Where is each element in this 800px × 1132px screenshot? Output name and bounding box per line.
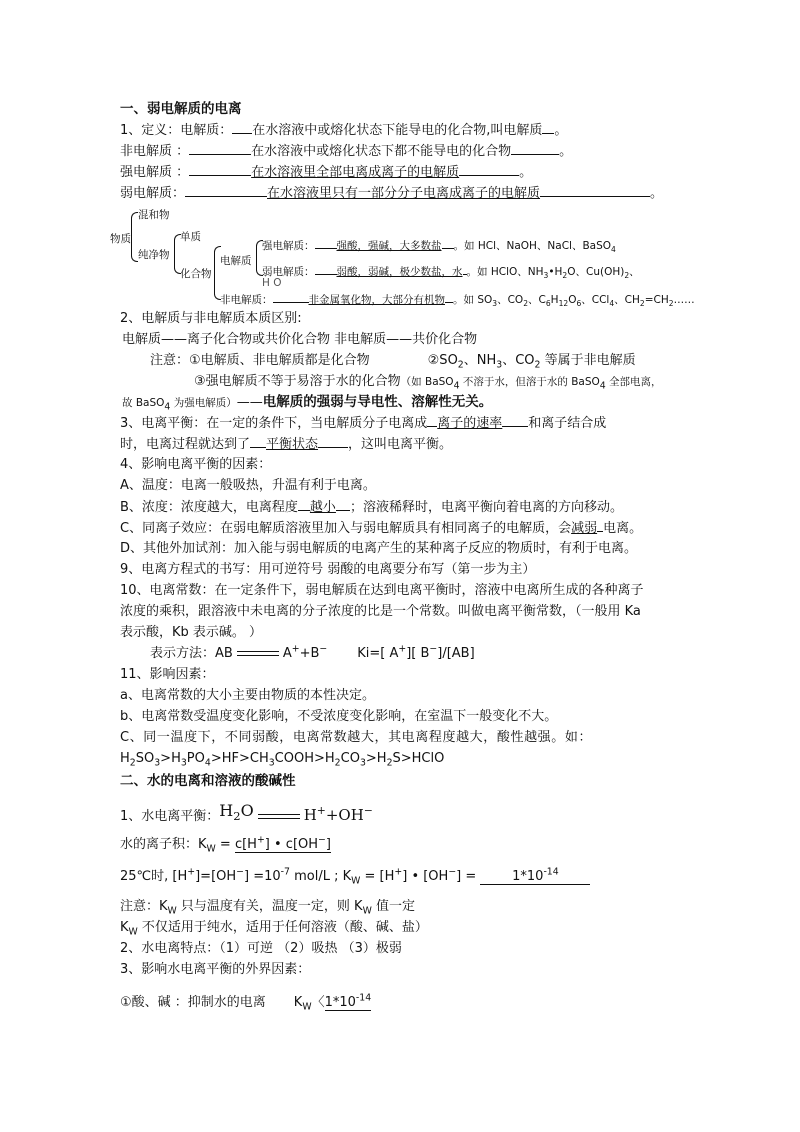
p4-b: B、浓度：浓度越大，电离程度 越小 ；溶液稀释时，电离平衡向着电离的方向移动。: [120, 500, 623, 515]
p4-heading: 4、影响电离平衡的因素：: [120, 457, 272, 472]
note-4: 故 BaSO$_4$ 为强电解质）——电解质的强弱与导电性、溶解性无关。: [122, 394, 493, 413]
tree-element: 单质: [180, 231, 201, 243]
tree-mixture: 混和物: [138, 209, 170, 221]
acid-base-effect: ①酸、碱 ：抑制水的电离 $K_W$〈$1*10^{-14}$: [120, 992, 372, 1013]
p11-heading: 11、影响因素：: [120, 667, 215, 682]
def-weak-electrolyte: 弱电解质： 在水溶液里只有一部分分子电离成离子的电解质 。: [120, 186, 664, 201]
equilibrium-arrow-icon: [258, 812, 300, 822]
tree-non-electrolyte: 非电解质： 非金属氧化物，大部分有机物 。如 $SO_3$、$CO_2$、$C_6H_{12}O_6$、CCl$_4$、$CH_2=CH_2\dots\dots$: [220, 290, 695, 309]
tree-electrolyte: 电解质: [220, 255, 252, 267]
p10-line2: 浓度的乘积，跟溶液中未电离的分子浓度的比是一个常数。叫做电离平衡常数，（一般用 Ka: [120, 604, 641, 619]
p11-c: C、同一温度下，不同弱酸，电离常数越大，其电离程度越大，酸性越强。如：: [120, 730, 593, 745]
tree-pure: 纯净物: [138, 249, 170, 261]
p10-line1: 10、电离常数：在一定条件下，弱电解质在达到电离平衡时，溶液中电离所生成的各种离子: [120, 583, 644, 598]
representation: 表示方法：AB A++B− Ki=[ A+][ B−]/[AB]: [150, 643, 475, 661]
def-strong-electrolyte: 强电解质 ： 在水溶液里全部电离成离子的电解质 。: [120, 165, 533, 180]
note-3: ③强电解质不等于易溶于水的化合物（如 BaSO$_4$ 不溶于水，但溶于水的 BaSO$_4$ 全部电离，: [194, 374, 662, 392]
p4-d: D、其他外加试剂：加入能与弱电解质的电离产生的某种离子反应的物质时，有利于电离。: [120, 541, 638, 556]
tree-root: 物质: [110, 233, 131, 245]
p11-b: b、电离常数受温度变化影响，不受浓度变化影响，在室温下一般变化不大。: [120, 709, 558, 724]
kw-note-1: 注意：$K_W$ 只与温度有关，温度一定，则 $K_W$ 值一定: [120, 899, 415, 917]
p10-line3: 表示酸，Kb 表示碱。 ）: [120, 625, 263, 640]
ion-product: 水的离子积：$K_W = c[H^+]$ • c[OH−]: [120, 834, 331, 855]
p4-c: C、同离子效应：在弱电解质溶液里加入与弱电解质具有相同离子的电解质，会减弱 电离。: [120, 521, 643, 536]
p2-heading: 2、电解质与非电解质本质区别:: [120, 311, 302, 326]
section-2-title: 二、水的电离和溶液的酸碱性: [120, 773, 296, 789]
tree-compound: 化合物: [180, 268, 212, 280]
p3-line1: 3、电离平衡：在一定的条件下，当电解质分子电离成 离子的速率 和离子结合成: [120, 416, 607, 431]
p9: 9、电离方程式的书写：用可逆符号 弱酸的电离要分布写（第一步为主）: [120, 562, 536, 577]
tree-cut-text: H O: [262, 277, 282, 289]
water-features: 2、水电离特点：（1）可逆 （2）吸热 （3）极弱: [120, 941, 402, 956]
p11-a: a、电离常数的大小主要由物质的本性决定。: [120, 688, 375, 703]
tree-strong-electrolyte: 强电解质： 强酸，强碱，大多数盐 。如 HCl、NaOH、NaCl、BaSO$_4$: [262, 236, 616, 255]
p4-a: A、温度：电离一般吸热，升温有利于电离。: [120, 478, 376, 493]
p2-body: 电解质——离子化合物或共价化合物 非电解质——共价化合物: [122, 332, 478, 347]
section-1-title: 一、弱电解质的电离: [120, 101, 242, 117]
water-ionization: 1、水电离平衡：$H_2O$ H++OH−: [120, 801, 373, 824]
external-factors: 3、影响水电离平衡的外界因素：: [120, 962, 311, 977]
equilibrium-arrow-icon: [237, 649, 279, 659]
p3-line2: 时，电离过程就达到了 平衡状态 ，这叫电离平衡。: [120, 437, 453, 452]
note-1: 注意：①电解质、非电解质都是化合物 $②SO_2$、$NH_3$、$CO_2$ 等属于非电解质: [150, 353, 636, 371]
def-electrolyte: 1、定义：电解质： 在水溶液中或熔化状态下能导电的化合物,叫电解质 。: [120, 123, 568, 138]
kw-at-25c: 25℃时, $[H^+]=[OH^-] =10^{-7}$ mol/L ; $K_W = [H^+]$ • $[OH^-] = 1*10^{-14}$: [120, 868, 590, 886]
tree-weak-electrolyte: 弱电解质： 弱酸，弱碱，极少数盐，水 。如 HClO、$NH_3•H_2O$、$Cu(OH)_2$、: [262, 262, 640, 281]
def-non-electrolyte: 非电解质 ： 在水溶液中或熔化状态下都不能导电的化合物 。: [120, 144, 573, 159]
acid-strength-order: $H_2SO_3>H_3PO_4>HF>CH_3COOH>H_2CO_3>H_2S>HClO$: [120, 751, 445, 769]
brace-root: [131, 212, 138, 262]
kw-note-2: $K_W$ 不仅适用于纯水，适用于任何溶液（酸、碱、盐）: [120, 920, 428, 938]
